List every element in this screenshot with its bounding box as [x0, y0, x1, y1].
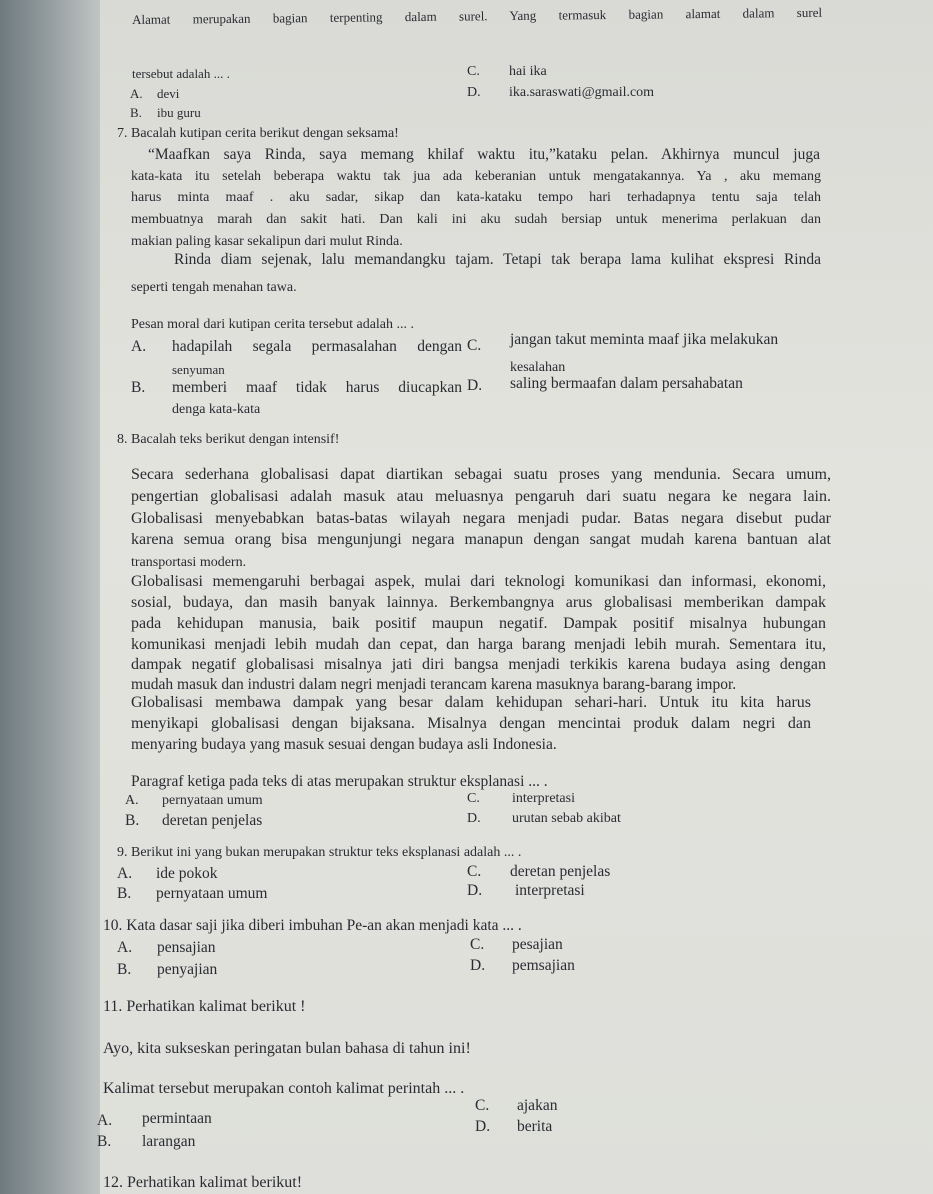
passage-line: menyikapi globalisasi dengan bijaksana. Misalnya dengan mencintai produk dalam negri dan — [131, 715, 811, 732]
passage-line: Rinda diam sejenak, lalu memandangku tajam. Tetapi tak berapa lama kulihat ekspresi Rinda — [174, 251, 821, 268]
question-9-prompt: 9. Berikut ini yang bukan merupakan struktur teks eksplanasi adalah ... . — [117, 845, 522, 860]
passage-line: karena semua orang bisa mengunjungi negara manapun dengan sangat mudah karena bantuan alat — [131, 531, 831, 548]
option-c-text: pesajian — [512, 936, 563, 953]
passage-line: Globalisasi memengaruhi berbagai aspek, mulai dari teknologi komunikasi dan informasi, ekonomi, — [131, 573, 826, 590]
option-c-text: deretan penjelas — [510, 863, 611, 880]
option-d-marker: D. — [467, 85, 481, 100]
option-c-marker: C. — [467, 791, 480, 806]
option-a-marker: A. — [117, 939, 133, 956]
option-c-text: jangan takut meminta maaf jika melakukan — [510, 331, 779, 348]
option-c-text: interpretasi — [512, 791, 575, 806]
passage-line: harus minta maaf . aku sadar, sikap dan kata-kataku tempo hari terhadapnya tentu saja telah — [131, 190, 821, 205]
option-b-text: memberi maaf tidak harus diucapkan — [172, 379, 462, 396]
passage-line: sosial, budaya, dan masih banyak lainnya. Berkembangnya arus globalisasi memberikan dampak — [131, 594, 826, 611]
option-a-marker: A. — [117, 865, 133, 882]
passage-line: Globalisasi membawa dampak yang besar dalam kehidupan sehari-hari. Untuk itu kita harus — [131, 694, 811, 711]
option-b-marker: B. — [117, 961, 132, 978]
option-c-marker: C. — [475, 1097, 490, 1114]
option-a-marker: A. — [125, 793, 139, 808]
question-8-prompt: 8. Bacalah teks berikut dengan intensif! — [117, 432, 340, 447]
option-c-marker: C. — [467, 64, 480, 79]
option-b-text: penyajian — [157, 961, 218, 978]
option-b-text: larangan — [142, 1133, 196, 1150]
passage-line: kata-kata itu setelah beberapa waktu tak jua ada keberanian untuk mengatakannya. Ya , aku memang — [131, 169, 821, 184]
question-11-prompt: 11. Perhatikan kalimat berikut ! — [103, 998, 306, 1015]
option-b-marker: B. — [130, 105, 142, 120]
option-d-text: interpretasi — [515, 882, 585, 899]
option-d-text: urutan sebab akibat — [512, 811, 621, 826]
option-b-marker: B. — [125, 812, 140, 829]
option-c-marker: C. — [467, 337, 482, 354]
option-a-text: permintaan — [142, 1110, 212, 1127]
question-10-prompt: 10. Kata dasar saji jika diberi imbuhan Pe-an akan menjadi kata ... . — [103, 917, 522, 934]
passage-line: mudah masuk dan industri dalam negri menjadi terancam karena masuknya barang-barang impor. — [131, 676, 737, 693]
option-a-text: devi — [157, 86, 180, 101]
option-c-marker: C. — [470, 936, 485, 953]
passage-line: makian paling kasar sekalipun dari mulut Rinda. — [131, 234, 403, 249]
option-a-text-cont: senyuman — [172, 362, 225, 377]
option-b-text-cont: denga kata-kata — [172, 402, 261, 417]
passage-line: membuatnya marah dan sakit hati. Dan kali ini aku sudah bersiap untuk menerima perlakuan dan — [131, 212, 821, 227]
question-11-question: Kalimat tersebut merupakan contoh kalimat perintah ... . — [103, 1080, 465, 1097]
question-6-line-1: Alamat merupakan bagian terpenting dalam surel. Yang termasuk bagian alamat dalam surel — [131, 4, 823, 27]
option-d-text: ika.saraswati@gmail.com — [509, 85, 655, 100]
question-8-question: Paragraf ketiga pada teks di atas merupakan struktur eksplanasi ... . — [131, 773, 548, 790]
passage-line: menyaring budaya yang masuk sesuai dengan budaya asli Indonesia. — [131, 736, 557, 753]
option-c-marker: C. — [467, 863, 482, 880]
option-a-marker: A. — [130, 86, 143, 101]
option-d-marker: D. — [467, 377, 483, 394]
option-b-text: pernyataan umum — [156, 885, 268, 902]
option-b-text: ibu guru — [157, 105, 201, 120]
option-d-text: pemsajian — [512, 957, 575, 974]
option-d-marker: D. — [467, 882, 483, 899]
option-b-marker: B. — [117, 885, 132, 902]
passage-line: komunikasi menjadi lebih mudah dan cepat, dan harga barang menjadi lebih murah. Sementara itu, — [131, 636, 826, 653]
passage-line: pada kehidupan manusia, baik positif maupun negatif. Dampak positif misalnya hubungan — [131, 615, 826, 632]
passage-line: transportasi modern. — [131, 555, 247, 570]
option-d-text: saling bermaafan dalam persahabatan — [510, 375, 743, 392]
option-a-text: pernyataan umum — [162, 793, 263, 808]
option-c-text: ajakan — [517, 1097, 558, 1114]
question-6-line-2: tersebut adalah ... . — [132, 66, 230, 81]
passage-line: seperti tengah menahan tawa. — [131, 280, 297, 295]
passage-line: pengertian globalisasi adalah masuk atau meluasnya pengaruh dari suatu negara ke negara lain. — [131, 488, 831, 505]
question-7-question: Pesan moral dari kutipan cerita tersebut adalah ... . — [131, 317, 415, 332]
option-c-text: hai ika — [509, 64, 547, 79]
option-d-marker: D. — [470, 957, 486, 974]
option-a-text: ide pokok — [156, 865, 218, 882]
option-a-text: hadapilah segala permasalahan dengan — [172, 338, 462, 355]
option-a-text: pensajian — [157, 939, 216, 956]
passage-line: “Maafkan saya Rinda, saya memang khilaf waktu itu,”kataku pelan. Akhirnya muncul juga — [148, 146, 820, 163]
question-12-prompt: 12. Perhatikan kalimat berikut! — [103, 1174, 303, 1191]
passage-line: Globalisasi menyebabkan batas-batas wilayah negara menjadi pudar. Batas negara disebut pudar — [131, 510, 831, 527]
example-sentence: Ayo, kita sukseskan peringatan bulan bahasa di tahun ini! — [103, 1040, 471, 1057]
question-7-prompt: 7. Bacalah kutipan cerita berikut dengan seksama! — [117, 126, 399, 141]
option-b-marker: B. — [131, 379, 146, 396]
option-b-text: deretan penjelas — [162, 812, 263, 829]
option-a-marker: A. — [97, 1112, 113, 1129]
option-d-marker: D. — [467, 811, 481, 826]
option-d-marker: D. — [475, 1118, 491, 1135]
option-c-text-cont: kesalahan — [510, 360, 566, 375]
option-b-marker: B. — [97, 1133, 112, 1150]
passage-line: dampak negatif globalisasi misalnya jati diri bangsa menjadi terkikis karena budaya asing dengan — [131, 656, 826, 673]
option-d-text: berita — [517, 1118, 553, 1135]
passage-line: Secara sederhana globalisasi dapat diartikan sebagai suatu proses yang mendunia. Secara umum, — [131, 466, 831, 483]
option-a-marker: A. — [131, 338, 147, 355]
